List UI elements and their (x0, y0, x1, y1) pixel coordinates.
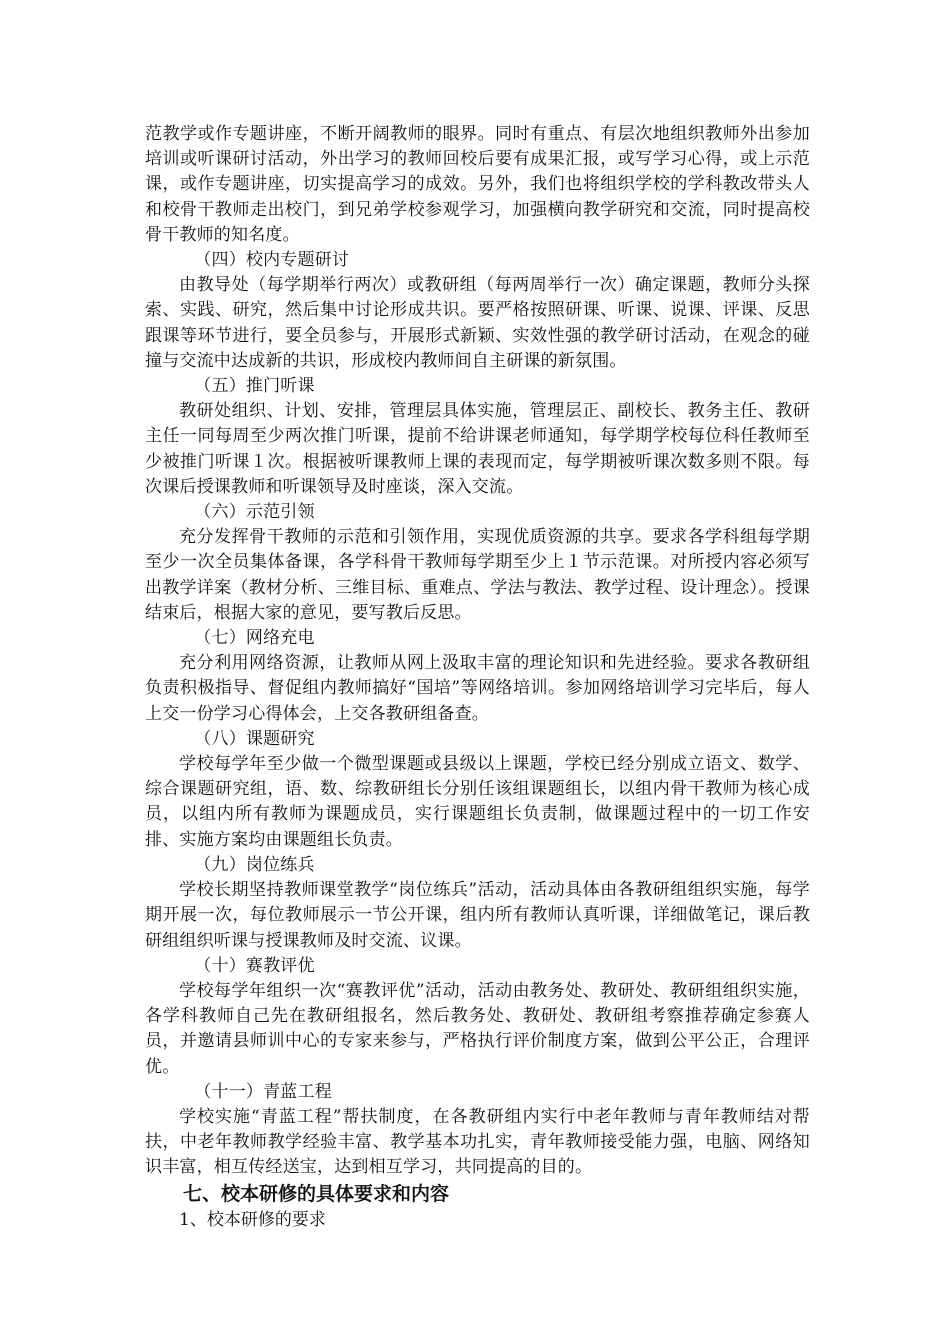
subheading-5: （五）推门听课 (194, 376, 315, 397)
subheading-11: （十一）青蓝工程 (194, 1081, 332, 1102)
paragraph-8: 学校每学年至少做一个微型课题或县级以上课题，学校已经分别成立语文、数学、综合课题研究组，语、数、综教研组长分别任该组课题组长，以组内骨干教师为核心成员，以组内所有教师为课题成员，实行课题组长负责制，做课题过程中的一切工作安排、实施方案均由课题组长负责。 (145, 754, 810, 850)
paragraph-7: 充分利用网络资源，让教师从网上汲取丰富的理论知识和先进经验。要求各教研组负责积极指导、督促组内教师搞好“国培”等网络培训。参加网络培训学习完毕后，每人上交一份学习心得体会，上交各教研组备查。 (145, 653, 810, 724)
subheading-4: （四）校内专题研讨 (194, 250, 350, 271)
subheading-10: （十）赛教评优 (194, 955, 315, 976)
subheading-6: （六）示范引领 (194, 502, 315, 523)
paragraph-5: 教研处组织、计划、安排，管理层具体实施，管理层正、副校长、教务主任、教研主任一同每周至少两次推门听课，提前不给讲课老师通知，每学期学校每位科任教师至少被推门听课１次。根据被听课教师上课的表现而定，每学期被听课次数多则不限。每次课后授课教师和听课领导及时座谈，深入交流。 (145, 401, 810, 497)
paragraph-6: 充分发挥骨干教师的示范和引领作用，实现优质资源的共享。要求各学科组每学期至少一次全员集体备课，各学科骨干教师每学期至少上１节示范课。对所授内容必须写出教学详案（教材分析、三维目标、重难点、学法与教法、教学过程、设计理念）。授课结束后，根据大家的意见，要写教后反思。 (145, 527, 810, 623)
list-item-1: 1、校本研修的要求 (179, 1209, 326, 1230)
subheading-9: （九）岗位练兵 (194, 854, 315, 875)
subheading-8: （八）课题研究 (194, 728, 315, 749)
paragraph-9: 学校长期坚持教师课堂教学“岗位练兵”活动，活动具体由各教研组组织实施，每学期开展一次，每位教师展示一节公开课，组内所有教师认真听课，详细做笔记，课后教研组组织听课与授课教师及时交流、议课。 (145, 880, 810, 951)
paragraph-10: 学校每学年组织一次“赛教评优”活动，活动由教务处、教研处、教研组组织实施，各学科教师自己先在教研组报名，然后教务处、教研处、教研组考察推荐确定参赛人员，并邀请县师训中心的专家来参与，严格执行评价制度方案，做到公平公正，合理评优。 (145, 980, 810, 1077)
subheading-7: （七）网络充电 (194, 628, 315, 649)
paragraph-11: 学校实施“青蓝工程”帮扶制度，在各教研组内实行中老年教师与青年教师结对帮扶，中老年教师教学经验丰富、教学基本功扎实，青年教师接受能力强，电脑、网络知识丰富，相互传经送宝，达到相互学习，共同提高的目的。 (145, 1106, 810, 1178)
paragraph-continued: 范教学或作专题讲座，不断开阔教师的眼界。同时有重点、有层次地组织教师外出参加培训或听课研讨活动，外出学习的教师回校后要有成果汇报，或写学习心得，或上示范课，或作专题讲座，切实提高学习的成效。另外，我们也将组织学校的学科教改带头人和校骨干教师走出校门，到兄弟学校参观学习，加强横向教学研究和交流，同时提高校骨干教师的知名度。 (145, 124, 810, 245)
section-heading-7: 七、校本研修的具体要求和内容 (183, 1182, 450, 1205)
paragraph-4: 由教导处（每学期举行两次）或教研组（每两周举行一次）确定课题，教师分头探索、实践、研究，然后集中讨论形成共识。要严格按照研课、听课、说课、评课、反思跟课等环节进行，要全员参与，开展形式新颖、实效性强的教学研讨活动，在观念的碰撞与交流中达成新的共识，形成校内教师间自主研课的新氛围。 (145, 275, 810, 371)
